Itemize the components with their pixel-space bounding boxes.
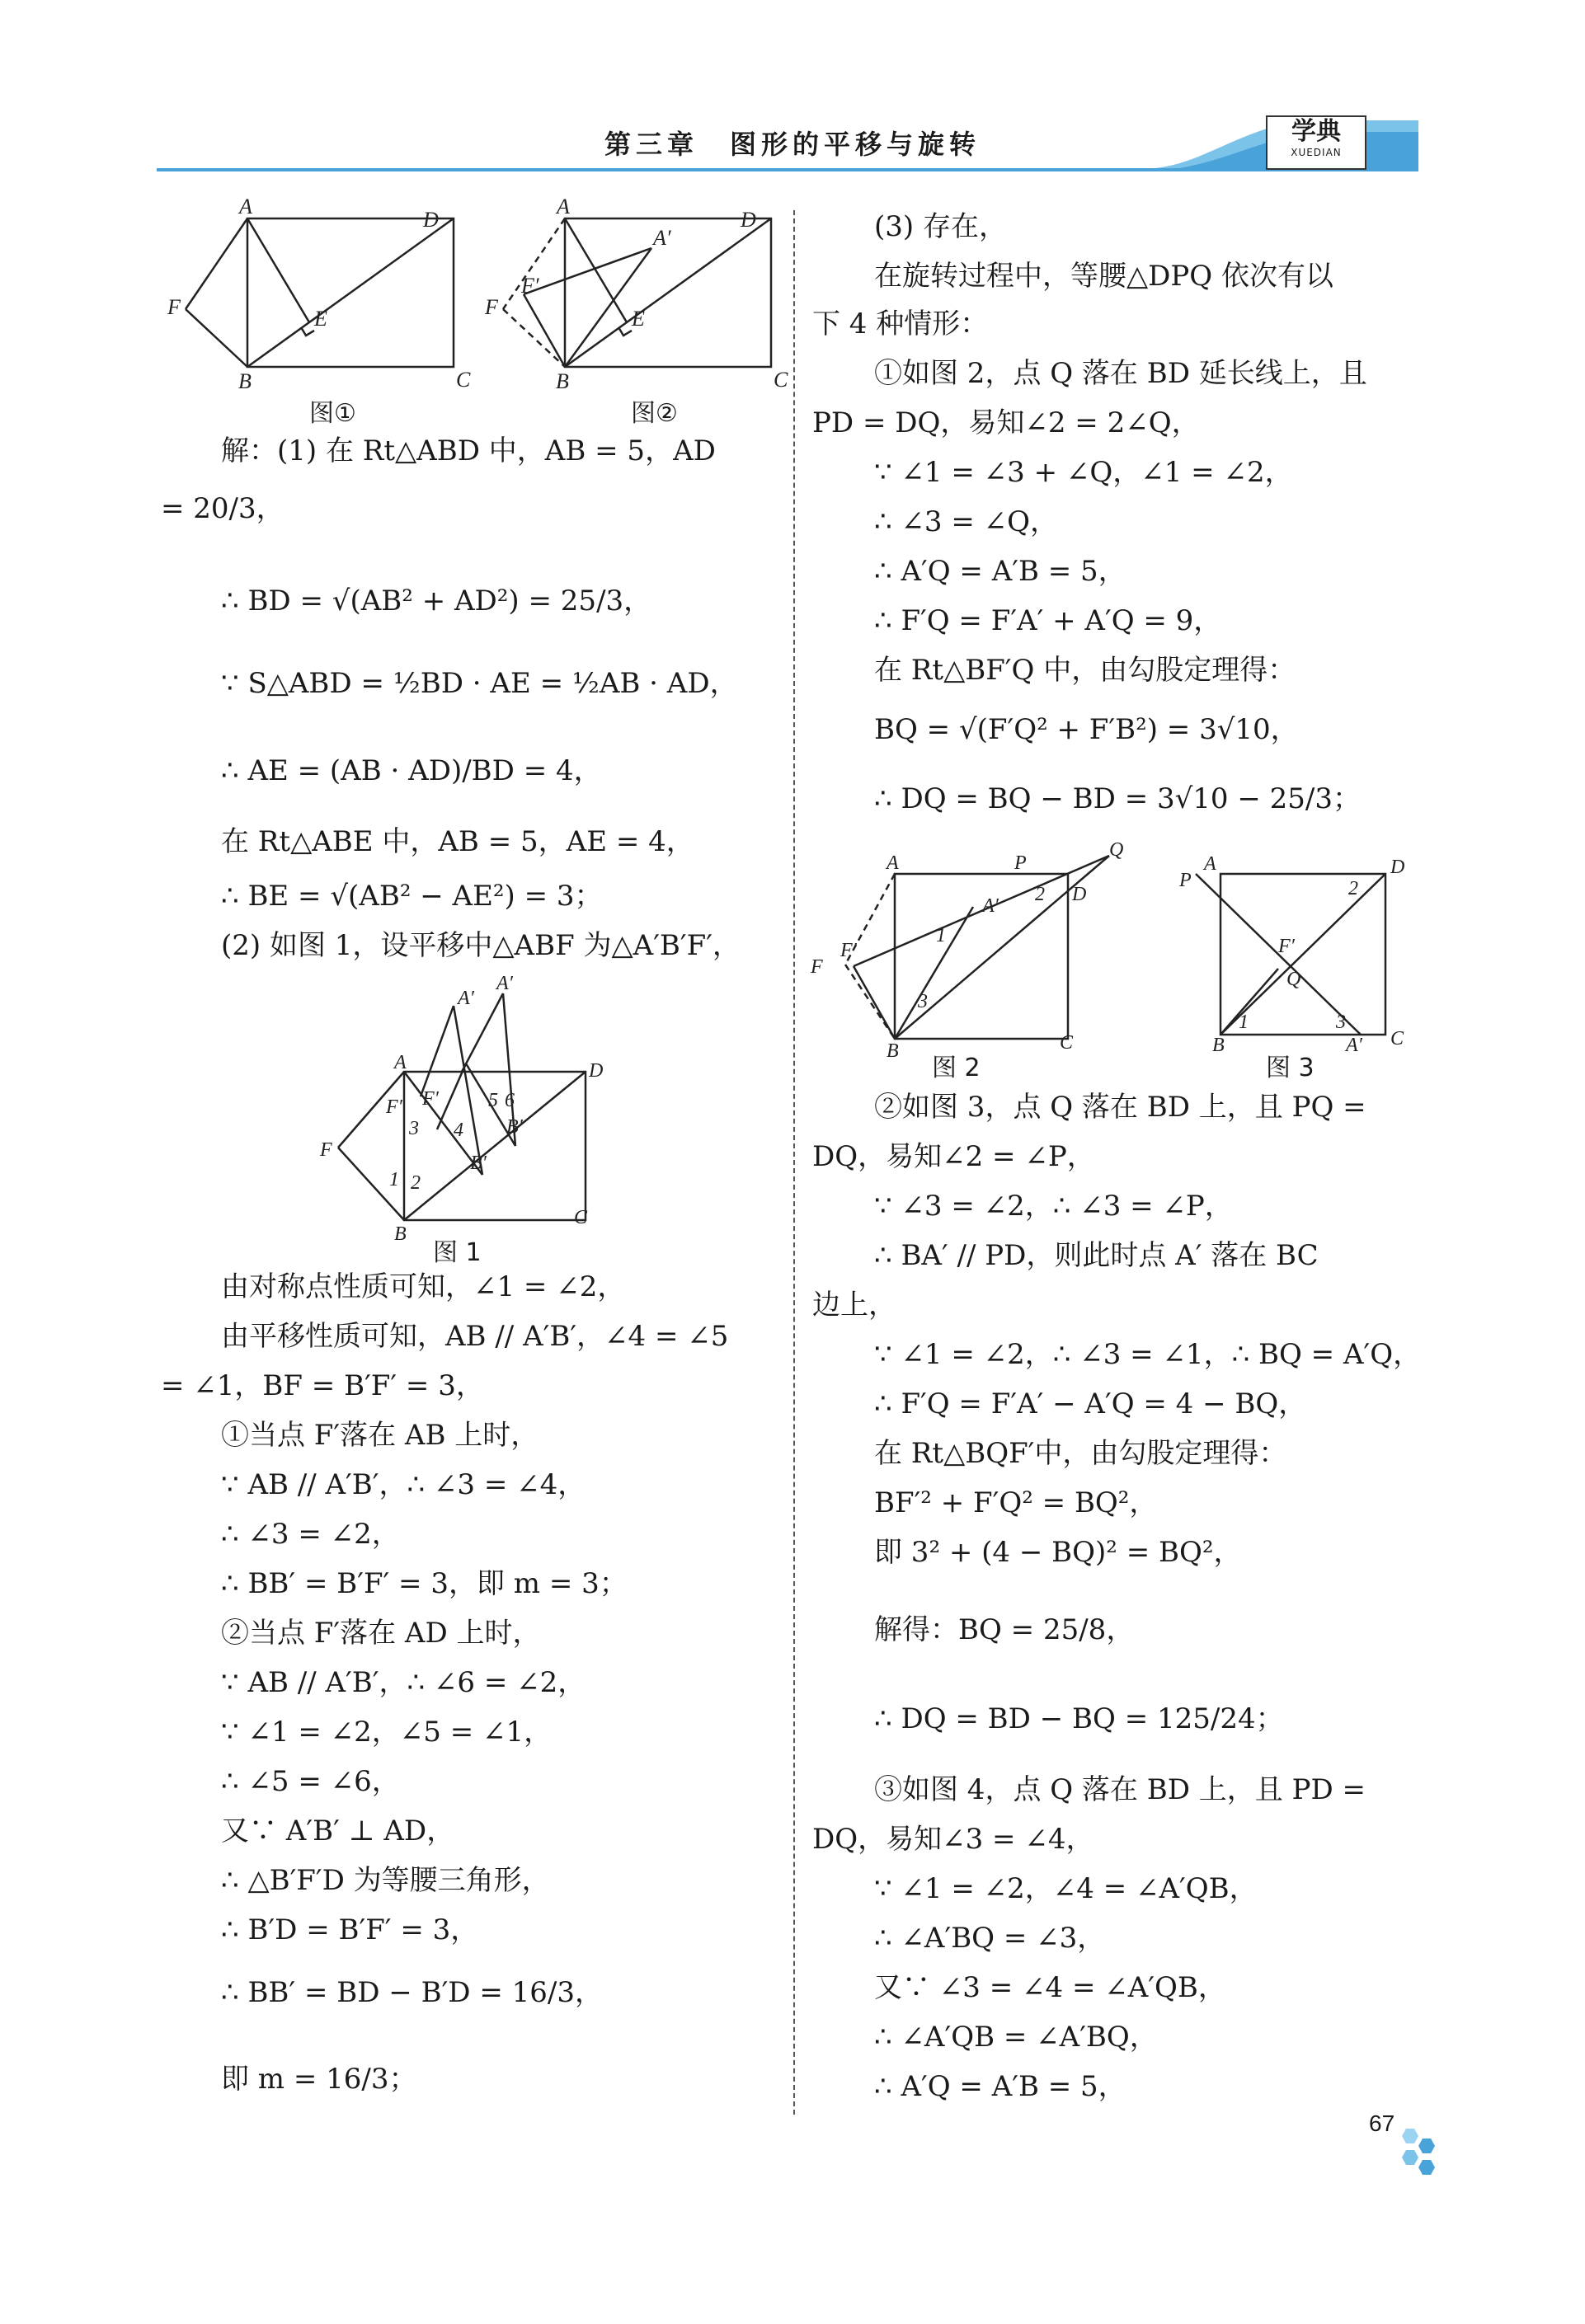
text-line: 即 3² + (4 − BQ)² = BQ²， [874,1536,1242,1569]
text-line: ∴ BD = √(AB² + AD²) = 25/3， [221,585,652,617]
logo-english: XUEDIAN [1291,147,1342,158]
hexagon-decoration-icon [1394,2127,1443,2185]
fig-r1-label-p: P [1014,852,1027,874]
text-line: 又∵ A′B′ ⊥ AD， [221,1815,455,1847]
text-line: ∴ BE = √(AB² − AE²) = 3； [221,880,603,913]
fig-r1-label-a: A [887,852,899,874]
fig-r2-label-q: Q [1286,969,1301,990]
caption-fig-rotation-1: 图 2 [932,1054,981,1082]
fig-r1-angle-3: 3 [918,991,928,1012]
publisher-logo [1266,115,1366,170]
figure-2-diagram [478,195,788,393]
text-line: 由平移性质可知，AB // A′B′，∠4 = ∠5 [221,1320,729,1353]
text-line: ∴ BA′ // PD，则此时点 A′ 落在 BC [874,1239,1319,1272]
text-line: DQ，易知∠2 = ∠P， [812,1140,1095,1173]
fig1-label-e: E [314,307,327,331]
figure-translation-diagram [313,973,610,1245]
fig-t-angle-2: 2 [411,1172,421,1194]
fig-t-angle-5: 5 [488,1090,498,1111]
fig-r1-angle-1: 1 [936,925,946,946]
text-line: ∴ AE = (AB · AD)/BD = 4， [221,754,602,787]
chapter-title: 第三章 图形的平移与旋转 [604,129,981,160]
fig2-label-a: A [557,195,570,218]
fig2-label-f: F [485,295,498,319]
text-line: 在 Rt△BF′Q 中，由勾股定理得： [874,654,1296,687]
fig-r1-label-f: F [811,956,823,978]
text-line: ∴ BB′ = BD − B′D = 16/3， [221,1976,604,2009]
text-line: ∴ △B′F′D 为等腰三角形， [221,1864,550,1897]
fig2-label-d: D [741,208,756,232]
fig-r1-label-d: D [1072,884,1087,905]
fig-r2-angle-2: 2 [1348,878,1358,899]
text-line: ①当点 F′落在 AB 上时， [221,1419,539,1452]
fig-r1-label-c: C [1060,1032,1074,1054]
fig2-label-b: B [556,369,569,393]
fig-r2-label-p: P [1179,870,1192,891]
text-line: DQ，易知∠3 = ∠4， [812,1823,1094,1856]
fig-r2-angle-1: 1 [1239,1012,1249,1033]
fig-r2-label-a-prime: A′ [1346,1035,1362,1056]
fig-r2-label-b: B [1212,1035,1225,1056]
caption-fig-translation: 图 1 [433,1238,482,1267]
fig-r2-label-f-prime: F′ [1278,936,1295,957]
fig-r1-label-b: B [887,1040,899,1062]
text-line: 下 4 种情形： [812,308,989,340]
fig-r2-label-d: D [1390,857,1405,878]
text-line: ∴ ∠3 = ∠2， [221,1518,400,1551]
text-line: ∴ ∠5 = ∠6， [221,1765,400,1798]
fig-r2-label-c: C [1390,1028,1404,1049]
fig-t-label-a-prime-1: A′ [458,988,474,1009]
fig1-label-c: C [456,368,471,392]
caption-figure-2: 图② [631,399,678,428]
text-line: 在 Rt△BQF′中，由勾股定理得： [874,1437,1287,1470]
column-divider [793,210,795,2115]
fig-t-label-a: A [394,1052,407,1073]
text-line: 由对称点性质可知，∠1 = ∠2， [221,1270,626,1303]
text-line: = 20/3， [161,492,285,525]
fig-t-label-f: F [320,1139,332,1161]
fig-r1-angle-2: 2 [1035,884,1045,905]
text-line: ∴ A′Q = A′B = 5， [874,2070,1126,2103]
text-line: ①如图 2，点 Q 落在 BD 延长线上，且 [874,357,1367,390]
fig-t-angle-4: 4 [454,1120,463,1141]
text-line: PD = DQ，易知∠2 = 2∠Q， [812,406,1200,439]
text-line: BF′² + F′Q² = BQ²， [874,1486,1158,1519]
fig-t-label-d: D [589,1060,604,1082]
fig-t-label-c: C [574,1207,588,1228]
text-line: 边上， [812,1289,896,1322]
fig-r1-label-q: Q [1109,839,1124,861]
text-line: 又∵ ∠3 = ∠4 = ∠A′QB， [874,1971,1226,2004]
text-line: ∵ AB // A′B′，∴ ∠6 = ∠2， [221,1666,586,1699]
fig-t-angle-3: 3 [409,1118,419,1139]
text-line: ②如图 3，点 Q 落在 BD 上，且 PQ = [874,1091,1366,1124]
text-line: ∵ S△ABD = ½BD · AE = ½AB · AD， [221,667,738,700]
text-line: ∵ ∠1 = ∠2，∠5 = ∠1， [221,1716,553,1749]
fig2-label-c: C [774,368,788,392]
fig-t-label-f-prime-1: F′ [386,1096,402,1118]
fig-t-label-f-prime-2: F′ [422,1088,439,1110]
text-line: ∴ F′Q = F′A′ + A′Q = 9， [874,604,1222,637]
text-line: 解得：BQ = 25/8， [874,1613,1135,1646]
text-line: ∵ ∠3 = ∠2，∴ ∠3 = ∠P， [874,1190,1233,1223]
fig-t-label-b-prime-1: B′ [506,1116,523,1138]
text-line: ∴ ∠A′BQ = ∠3， [874,1922,1106,1955]
fig-r2-label-a: A [1204,853,1216,875]
fig1-label-d: D [423,208,439,232]
text-line: ∴ BB′ = B′F′ = 3，即 m = 3； [221,1567,628,1600]
text-line: ③如图 4，点 Q 落在 BD 上，且 PD = [874,1773,1366,1806]
text-line: ∵ ∠1 = ∠3 + ∠Q，∠1 = ∠2， [874,456,1293,489]
fig2-label-a-prime: A′ [653,226,671,250]
text-line: ∴ B′D = B′F′ = 3， [221,1913,479,1946]
caption-fig-rotation-2: 图 3 [1266,1054,1315,1082]
text-line: ∵ AB // A′B′，∴ ∠3 = ∠4， [221,1468,586,1501]
figure-rotation-case-1-diagram [804,839,1134,1062]
text-line: (3) 存在， [874,210,1007,243]
text-line: BQ = √(F′Q² + F′B²) = 3√10， [874,713,1299,746]
caption-figure-1: 图① [309,399,356,428]
text-line: 即 m = 16/3； [221,2063,417,2096]
fig1-label-a: A [239,195,252,218]
fig1-label-b: B [238,369,252,393]
text-line: ②当点 F′落在 AD 上时， [221,1617,541,1650]
text-line: ∴ DQ = BD − BQ = 125/24； [874,1702,1284,1735]
fig2-label-f-prime: F′ [521,274,539,298]
text-line: ∴ A′Q = A′B = 5， [874,555,1126,588]
text-line: = ∠1，BF = B′F′ = 3， [161,1369,484,1402]
text-line: ∴ ∠3 = ∠Q， [874,505,1059,538]
fig2-label-e: E [632,307,645,331]
text-line: ∵ ∠1 = ∠2，∴ ∠3 = ∠1，∴ BQ = A′Q， [874,1338,1422,1371]
text-line: 解：(1) 在 Rt△ABD 中，AB = 5，AD [221,434,716,467]
text-line: 在 Rt△ABE 中，AB = 5，AE = 4， [221,825,694,858]
fig-t-angle-6: 6 [505,1090,515,1111]
fig-t-label-b: B [394,1223,407,1245]
figure-rotation-case-2-diagram [1163,853,1427,1056]
text-line: ∴ F′Q = F′A′ − A′Q = 4 − BQ， [874,1387,1307,1420]
text-line: 在旋转过程中，等腰△DPQ 依次有以 [874,260,1333,293]
fig-t-label-a-prime-2: A′ [496,973,513,994]
header-rule [157,168,1418,171]
text-line: ∵ ∠1 = ∠2，∠4 = ∠A′QB， [874,1872,1258,1905]
logo-chinese: 学典 [1291,117,1341,146]
fig-t-angle-1: 1 [389,1169,399,1190]
fig-r1-label-f-prime: F′ [840,940,857,961]
text-line: (2) 如图 1，设平移中△ABF 为△A′B′F′， [221,929,741,962]
fig1-label-f: F [167,295,181,319]
page-number: 67 [1369,2110,1395,2136]
fig-r1-label-a-prime: A′ [982,895,999,917]
text-line: ∴ ∠A′QB = ∠A′BQ， [874,2021,1158,2054]
figure-1-diagram [161,195,471,393]
fig-t-label-b-prime-2: B′ [470,1153,487,1174]
text-line: ∴ DQ = BQ − BD = 3√10 − 25/3； [874,782,1362,815]
fig-r2-angle-3: 3 [1336,1012,1346,1033]
